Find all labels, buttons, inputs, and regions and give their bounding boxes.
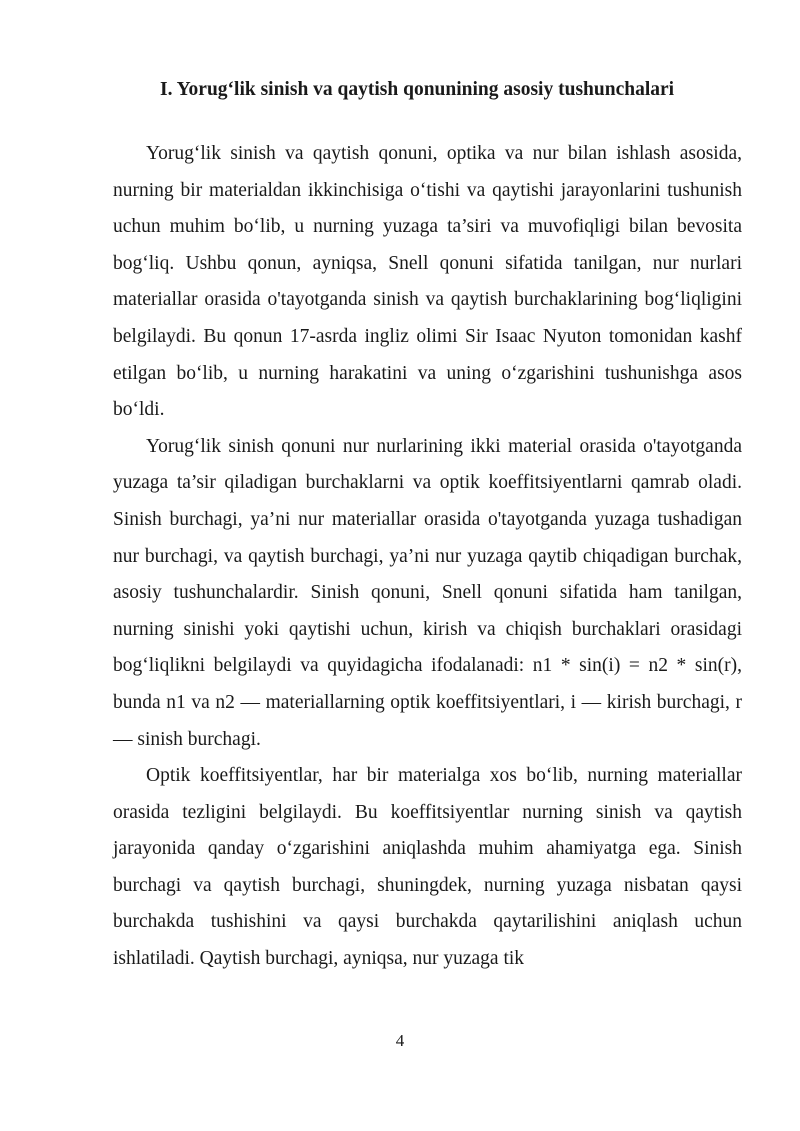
section-heading: I. Yorug‘lik sinish va qaytish qonunining asosiy tushunchalari [160,79,675,100]
page-number: 4 [395,1031,405,1050]
paragraph: Yorug‘lik sinish va qaytish qonuni, optika va nur bilan ishlash asosida, nurning bir materialdan ikkinchisiga o‘tishi va qaytishi jarayonlarini tushunish uchun muhim bo‘lib, u nurning yuzaga ta’siri va muvofiqligi bilan bevosita bog‘liq. Ushbu qonun, ayniqsa, Snell qonuni sifatida tanilgan, nur nurlari materiallar orasida o'tayotganda sinish va qaytish burchaklarining bog‘liqligini belgilaydi. Bu qonun 17-asrda ingliz olimi Sir Isaac Nyuton tomonidan kashf etilgan bo‘lib, u nurning harakatini va uning o‘zgarishini tushunishga asos bo‘ldi. [113,143,742,421]
body-text [113,136,742,978]
paragraph: Optik koeffitsiyentlar, har bir materialga xos bo‘lib, nurning materiallar orasida tezligini belgilaydi. Bu koeffitsiyentlar nurning sinish va qaytish jarayonida qanday o‘zgarishini aniqlashda muhim ahamiyatga ega. Sinish burchagi va qaytish burchagi, shuningdek, nurning yuzaga nisbatan qaysi burchakda tushishini va qaysi burchakda qaytarilishini aniqlash uchun ishlatiladi. Qaytish burchagi, ayniqsa, nur yuzaga tik [113,765,742,970]
paragraph: Yorug‘lik sinish qonuni nur nurlarining ikki material orasida o'tayotganda yuzaga ta’sir qiladigan burchaklarni va optik koeffitsiyentlarni qamrab oladi. Sinish burchagi, ya’ni nur materiallar orasida o'tayotganda yuzaga tushadigan nur burchagi, va qaytish burchagi, ya’ni nur yuzaga qaytib chiqadigan burchak, asosiy tushunchalardir. Sinish qonuni, Snell qonuni sifatida ham tanilgan, nurning sinishi yoki qaytishi uchun, kirish va chiqish burchaklari orasidagi bog‘liqlikni belgilaydi va quyidagicha ifodalanadi: n1 * sin(i) = n2 * sin(r), bunda n1 va n2 — materiallarning optik koeffitsiyentlari, i — kirish burchagi, r — sinish burchagi. [113,435,742,750]
